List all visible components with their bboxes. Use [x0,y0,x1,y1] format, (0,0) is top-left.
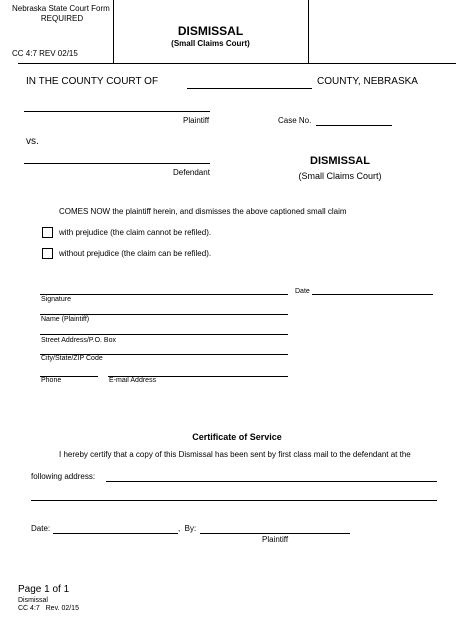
plaintiff-name-line[interactable] [24,111,210,112]
address-line-1[interactable] [106,481,437,482]
plaintiff-label: Plaintiff [183,116,210,125]
name-label: Name (Plaintiff) [41,316,90,323]
defendant-label: Defendant [173,168,210,177]
defendant-name-line[interactable] [24,163,210,164]
header-subtitle: (Small Claims Court) [171,39,250,48]
cert-date-line[interactable] [53,533,178,534]
case-no-field[interactable] [316,114,392,126]
document-subtitle: (Small Claims Court) [298,171,382,181]
phone-label: Phone [41,377,62,384]
cert-plaintiff-label: Plaintiff [262,535,289,544]
court-suffix: COUNTY, NEBRASKA [317,76,418,87]
with-prejudice-label: with prejudice (the claim cannot be refiled). [59,228,212,237]
cert-date-label: Date: [31,524,51,533]
by-label: , By: [178,524,197,533]
signature-label: Signature [41,296,71,303]
required-label: REQUIRED [40,14,84,23]
email-label: E-mail Address [109,377,157,384]
header-divider-right [308,0,309,63]
document-title: DISMISSAL [310,155,370,167]
without-prejudice-label: without prejudice (the claim can be refiled). [59,249,212,258]
address-line-2[interactable] [31,500,437,501]
header-bottom-rule [18,63,456,64]
county-name-field[interactable] [187,77,312,89]
name-line[interactable] [40,314,288,315]
street-line[interactable] [40,334,288,335]
city-label: City/State/ZIP Code [41,355,103,362]
address-label: following address: [31,472,96,481]
form-source: Nebraska State Court Form [12,4,110,13]
signature-line[interactable] [40,294,288,295]
certificate-title: Certificate of Service [192,432,282,442]
header-title: DISMISSAL [177,24,244,38]
without-prejudice-checkbox[interactable] [42,248,53,259]
certificate-statement: I hereby certify that a copy of this Dismissal has been sent by first class mail to the defendant at the [59,450,411,459]
street-label: Street Address/P.O. Box [41,337,116,344]
date-label: Date [295,288,310,295]
cert-signature-line[interactable] [200,533,350,534]
case-no-label: Case No. [278,116,312,125]
footer-doc-name: Dismissal [18,597,48,604]
intro-statement: COMES NOW the plaintiff herein, and dismisses the above captioned small claim [59,207,347,216]
page-number: Page 1 of 1 [18,584,70,595]
vs-label: vs. [26,136,39,147]
form-id: CC 4:7 REV 02/15 [12,49,78,58]
date-line[interactable] [312,294,433,295]
footer-form-rev: CC 4:7 Rev. 02/15 [18,605,79,612]
court-prefix: IN THE COUNTY COURT OF [26,76,159,87]
with-prejudice-checkbox[interactable] [42,227,53,238]
